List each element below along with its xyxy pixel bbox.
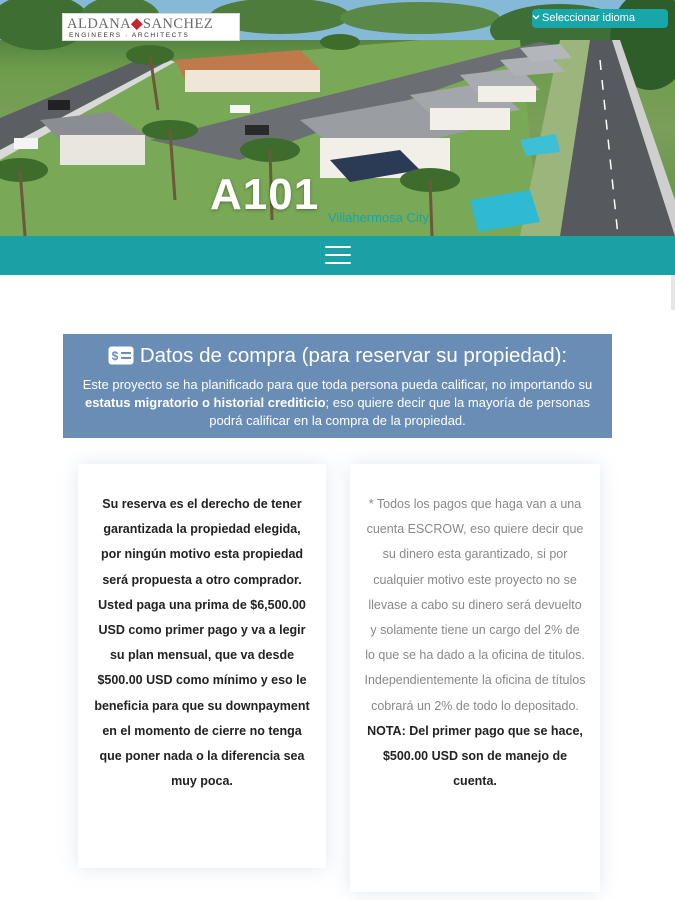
purchase-info-text: Este proyecto se ha planificado para que toda persona pueda calificar, no importando su estatus migratorio o historial crediticio; eso quiere decir que la mayoría de personas podrá calificar en la compra de la propiedad.: [82, 377, 593, 428]
project-location: Villahermosa City: [328, 210, 429, 225]
language-select-label: Seleccionar idioma: [542, 12, 635, 24]
language-select-button[interactable]: [532, 9, 668, 28]
escrow-card: [350, 464, 600, 892]
escrow-text-block: [364, 492, 586, 794]
escrow-note: NOTA: Del primer pago que se hace, $500.00 USD son de manejo de cuenta.: [367, 723, 583, 789]
credit-card-icon: [108, 346, 134, 365]
svg-text:$: $: [111, 349, 119, 363]
chevron-down-icon: [532, 13, 540, 21]
company-logo[interactable]: [62, 13, 240, 41]
nav-bar: [0, 236, 675, 275]
reservation-card: [78, 464, 326, 868]
scrollbar-thumb[interactable]: [671, 275, 675, 310]
hamburger-menu-icon[interactable]: [325, 246, 351, 266]
logo-tagline: ENGINEERS · ARCHITECTS: [69, 32, 190, 39]
hero-banner: [0, 0, 675, 236]
reservation-text: Su reserva es el derecho de tener garantizada la propiedad elegida, por ningún motivo esta propiedad será propuesta a otro comprador. Usted paga una prima de $6,500.00 USD como primer pago y va a legir su plan mensual, que va desde $500.00 USD como mínimo y eso le beneficia para que su downpayment en el momento de cierre no tenga que poner nada o la diferencia sea muy poca.: [94, 497, 310, 789]
purchase-info-emphasis: estatus migratorio o historial crediticio: [84, 395, 326, 410]
project-title: A101: [210, 170, 320, 219]
logo-wordmark: ALDANA◆SANCHEZ: [67, 16, 214, 32]
purchase-info-box: [63, 334, 612, 438]
purchase-info-heading: $ Datos de compra (para reservar su propiedad):: [63, 344, 612, 368]
escrow-text: * Todos los pagos que haga van a una cuenta ESCROW, eso quiere decir que su dinero esta garantizado, si por cualquier motivo este proyecto no se llevase a cabo su dinero será devuelto y solamente tiene un cargo del 2% de lo que se ha dado a la oficina de titulos. Independientemente la oficina de títulos cobrará un 2% de todo lo depositado.: [364, 497, 586, 713]
